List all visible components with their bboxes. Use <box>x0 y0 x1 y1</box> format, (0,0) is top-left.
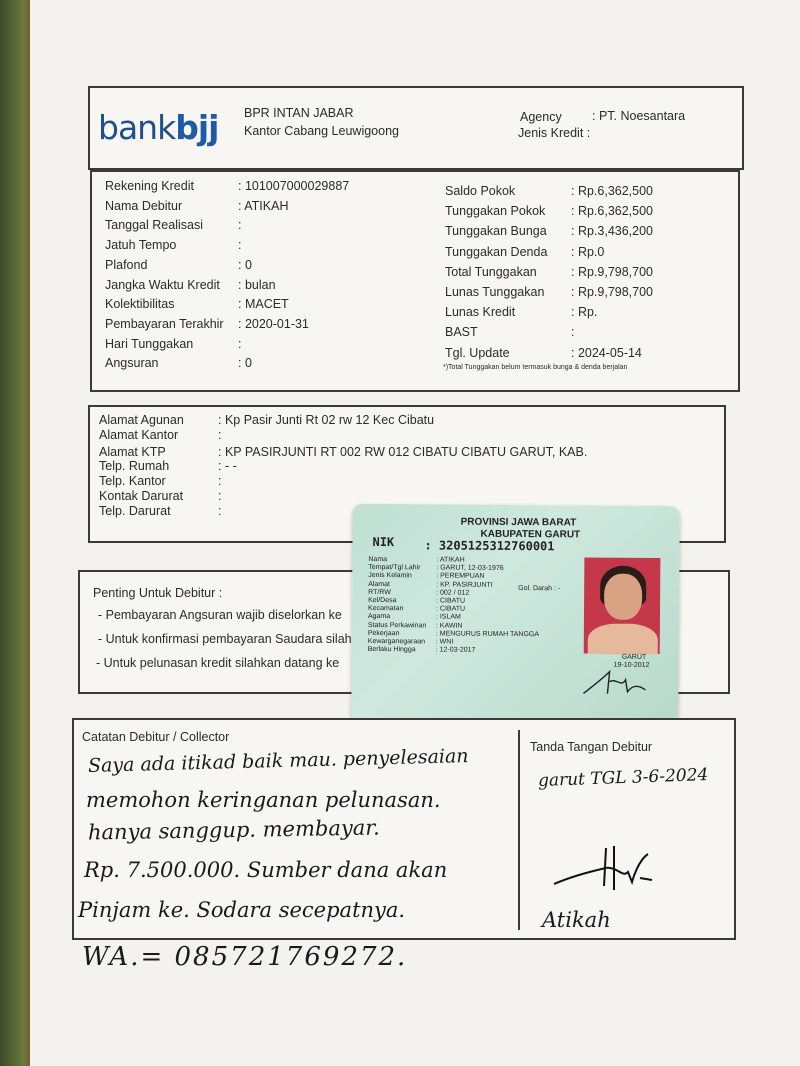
field-label: Saldo Pokok <box>445 184 516 198</box>
field-label: Tgl. Update <box>445 345 510 360</box>
ktp-field-value: : 12-03-2017 <box>435 646 476 654</box>
field-label: Jatuh Tempo <box>105 238 177 253</box>
note-line: Rp. 7.500.000. Sumber dana akan <box>84 858 448 882</box>
field-label: Lunas Tunggakan <box>445 285 545 299</box>
jenis-kredit-label: Jenis Kredit : <box>518 126 591 140</box>
ktp-field-value: : CIBATU <box>436 597 466 605</box>
field-value: : Kp Pasir Junti Rt 02 rw 12 Kec Cibatu <box>218 413 435 427</box>
field-value: : Rp.0 <box>571 244 605 259</box>
field-value: : Rp.6,362,500 <box>571 184 654 198</box>
logo-bank-text: bank <box>98 108 176 147</box>
ktp-photo <box>584 557 661 654</box>
debtor-name: Atikah <box>542 908 611 932</box>
important-item: - Untuk konfirmasi pembayaran Saudara silah <box>98 632 352 646</box>
field-value: : bulan <box>238 277 276 292</box>
ktp-field-label: Tempat/Tgl Lahir <box>368 564 421 572</box>
field-label: Telp. Rumah <box>99 458 170 473</box>
field-value: : - - <box>218 458 237 473</box>
field-value: : Rp.6,362,500 <box>571 204 654 219</box>
ktp-signature-icon <box>579 665 651 700</box>
ktp-nik-label: NIK <box>372 535 395 550</box>
notes-divider <box>518 730 520 930</box>
field-label: Nama Debitur <box>105 198 183 213</box>
signature-date: garut TGL 3-6-2024 <box>537 765 709 791</box>
bank-name: BPR INTAN JABAR <box>244 106 354 120</box>
ktp-field-label: RT/RW <box>368 588 391 596</box>
field-label: Tanggal Realisasi <box>105 218 203 233</box>
ktp-field-value: : 002 / 012 <box>436 589 470 597</box>
field-label: Kolektibilitas <box>105 297 175 312</box>
field-label: Lunas Kredit <box>445 305 516 320</box>
ktp-field-label: Nama <box>368 555 388 564</box>
field-label: Jangka Waktu Kredit <box>105 277 220 292</box>
ktp-field-value: : WNI <box>435 638 454 646</box>
field-value: : KP PASIRJUNTI RT 002 RW 012 CIBATU CIBATU GARUT, KAB. <box>218 445 588 460</box>
field-label: Angsuran <box>105 356 159 371</box>
logo-bj-text: bjj <box>175 108 219 147</box>
ktp-field-label: Kewarganegaraan <box>367 637 426 646</box>
ktp-blood-type: Gol. Darah : - <box>518 585 561 593</box>
field-label: Alamat Kantor <box>99 428 179 443</box>
ktp-field-value: : MENGURUS RUMAH TANGGA <box>435 630 540 638</box>
field-value: : Rp. <box>571 305 598 320</box>
whatsapp-number: WA.= 085721769272. <box>82 942 408 972</box>
field-label: Tunggakan Pokok <box>445 204 546 219</box>
ktp-field-value: : ATIKAH <box>436 556 465 564</box>
field-label: Tunggakan Bunga <box>445 224 547 239</box>
field-label: Alamat Agunan <box>99 413 184 427</box>
important-item: - Pembayaran Angsuran wajib diselorkan ke <box>98 608 342 622</box>
ktp-nik-value: : 3205125312760001 <box>424 538 555 554</box>
ktp-field-label: Status Perkawinan <box>367 621 427 629</box>
field-value: : Rp.9,798,700 <box>571 264 654 279</box>
ktp-field-label: Kel/Desa <box>368 596 397 605</box>
ktp-field-value: : KP. PASIRJUNTI <box>436 581 493 589</box>
ktp-field-value: : CIBATU <box>436 605 466 613</box>
field-value: : 101007000029887 <box>238 179 350 193</box>
field-value: : <box>571 325 575 340</box>
debtor-signature-icon <box>548 838 658 900</box>
bank-logo <box>98 108 218 147</box>
field-value: : 0 <box>238 257 252 272</box>
ktp-field-label: Agama <box>367 613 391 621</box>
agency-value: : PT. Noesantara <box>592 109 686 123</box>
field-value: : <box>218 428 222 443</box>
branch-name: Kantor Cabang Leuwigoong <box>244 124 399 138</box>
field-label: Hari Tunggakan <box>105 336 194 351</box>
field-value: : 2020-01-31 <box>238 316 309 331</box>
field-label: Telp. Darurat <box>99 504 171 519</box>
field-label: Tunggakan Denda <box>445 244 548 259</box>
ktp-field-value: : KAWIN <box>435 622 463 630</box>
note-line: Saya ada itikad baik mau. penyelesaian <box>87 745 469 777</box>
field-value: : MACET <box>238 297 289 312</box>
field-label: Total Tunggakan <box>445 264 537 279</box>
field-value: : <box>238 238 242 253</box>
ktp-field-value: : GARUT, 12-03-1976 <box>436 564 504 573</box>
ktp-field-label: Alamat <box>368 580 391 588</box>
field-label: Plafond <box>105 257 148 272</box>
ktp-field-label: Kecamatan <box>368 605 404 613</box>
field-label: Alamat KTP <box>99 445 166 460</box>
important-item: - Untuk pelunasan kredit silahkan datang ke <box>96 656 340 670</box>
field-value: : <box>218 473 222 488</box>
note-line: hanya sanggup. membayar. <box>87 815 380 845</box>
ktp-issue-place: GARUT <box>621 653 647 661</box>
field-label: Kontak Darurat <box>99 489 184 503</box>
field-value: : ATIKAH <box>238 198 289 213</box>
field-value: : <box>218 489 222 503</box>
ktp-field-label: Berlaku Hingga <box>367 646 416 654</box>
ktp-regency: KABUPATEN GARUT <box>480 528 581 541</box>
field-label: Rekening Kredit <box>105 179 194 193</box>
note-line: memohon keringanan pelunasan. <box>86 788 441 812</box>
field-value: : 0 <box>238 356 252 371</box>
field-label: BAST <box>445 325 478 340</box>
field-value: : 2024-05-14 <box>571 345 642 360</box>
agency-label: Agency <box>520 110 562 124</box>
ktp-field-value: : ISLAM <box>435 613 461 622</box>
signature-title: Tanda Tangan Debitur <box>530 740 653 754</box>
note-line: Pinjam ke. Sodara secepatnya. <box>78 898 406 922</box>
field-value: : Rp.3,436,200 <box>571 224 654 239</box>
important-title: Penting Untuk Debitur : <box>93 586 223 600</box>
field-label: Telp. Kantor <box>99 473 166 488</box>
notes-title: Catatan Debitur / Collector <box>82 730 230 744</box>
credit-note: *)Total Tunggakan belum termasuk bunga & denda berjalan <box>443 364 628 371</box>
ktp-field-value: : PEREMPUAN <box>436 572 485 581</box>
field-value: : Rp.9,798,700 <box>571 285 654 299</box>
ktp-field-label: Pekerjaan <box>367 629 400 637</box>
ktp-issue-date: 19-10-2012 <box>613 661 650 669</box>
field-value: : <box>218 504 222 519</box>
field-label: Pembayaran Terakhir <box>105 316 224 331</box>
ktp-id-card <box>351 504 680 724</box>
field-value: : <box>238 218 242 233</box>
ktp-field-label: Jenis Kelamin <box>368 572 412 580</box>
ktp-province: PROVINSI JAWA BARAT <box>460 516 577 529</box>
field-value: : <box>238 336 242 351</box>
